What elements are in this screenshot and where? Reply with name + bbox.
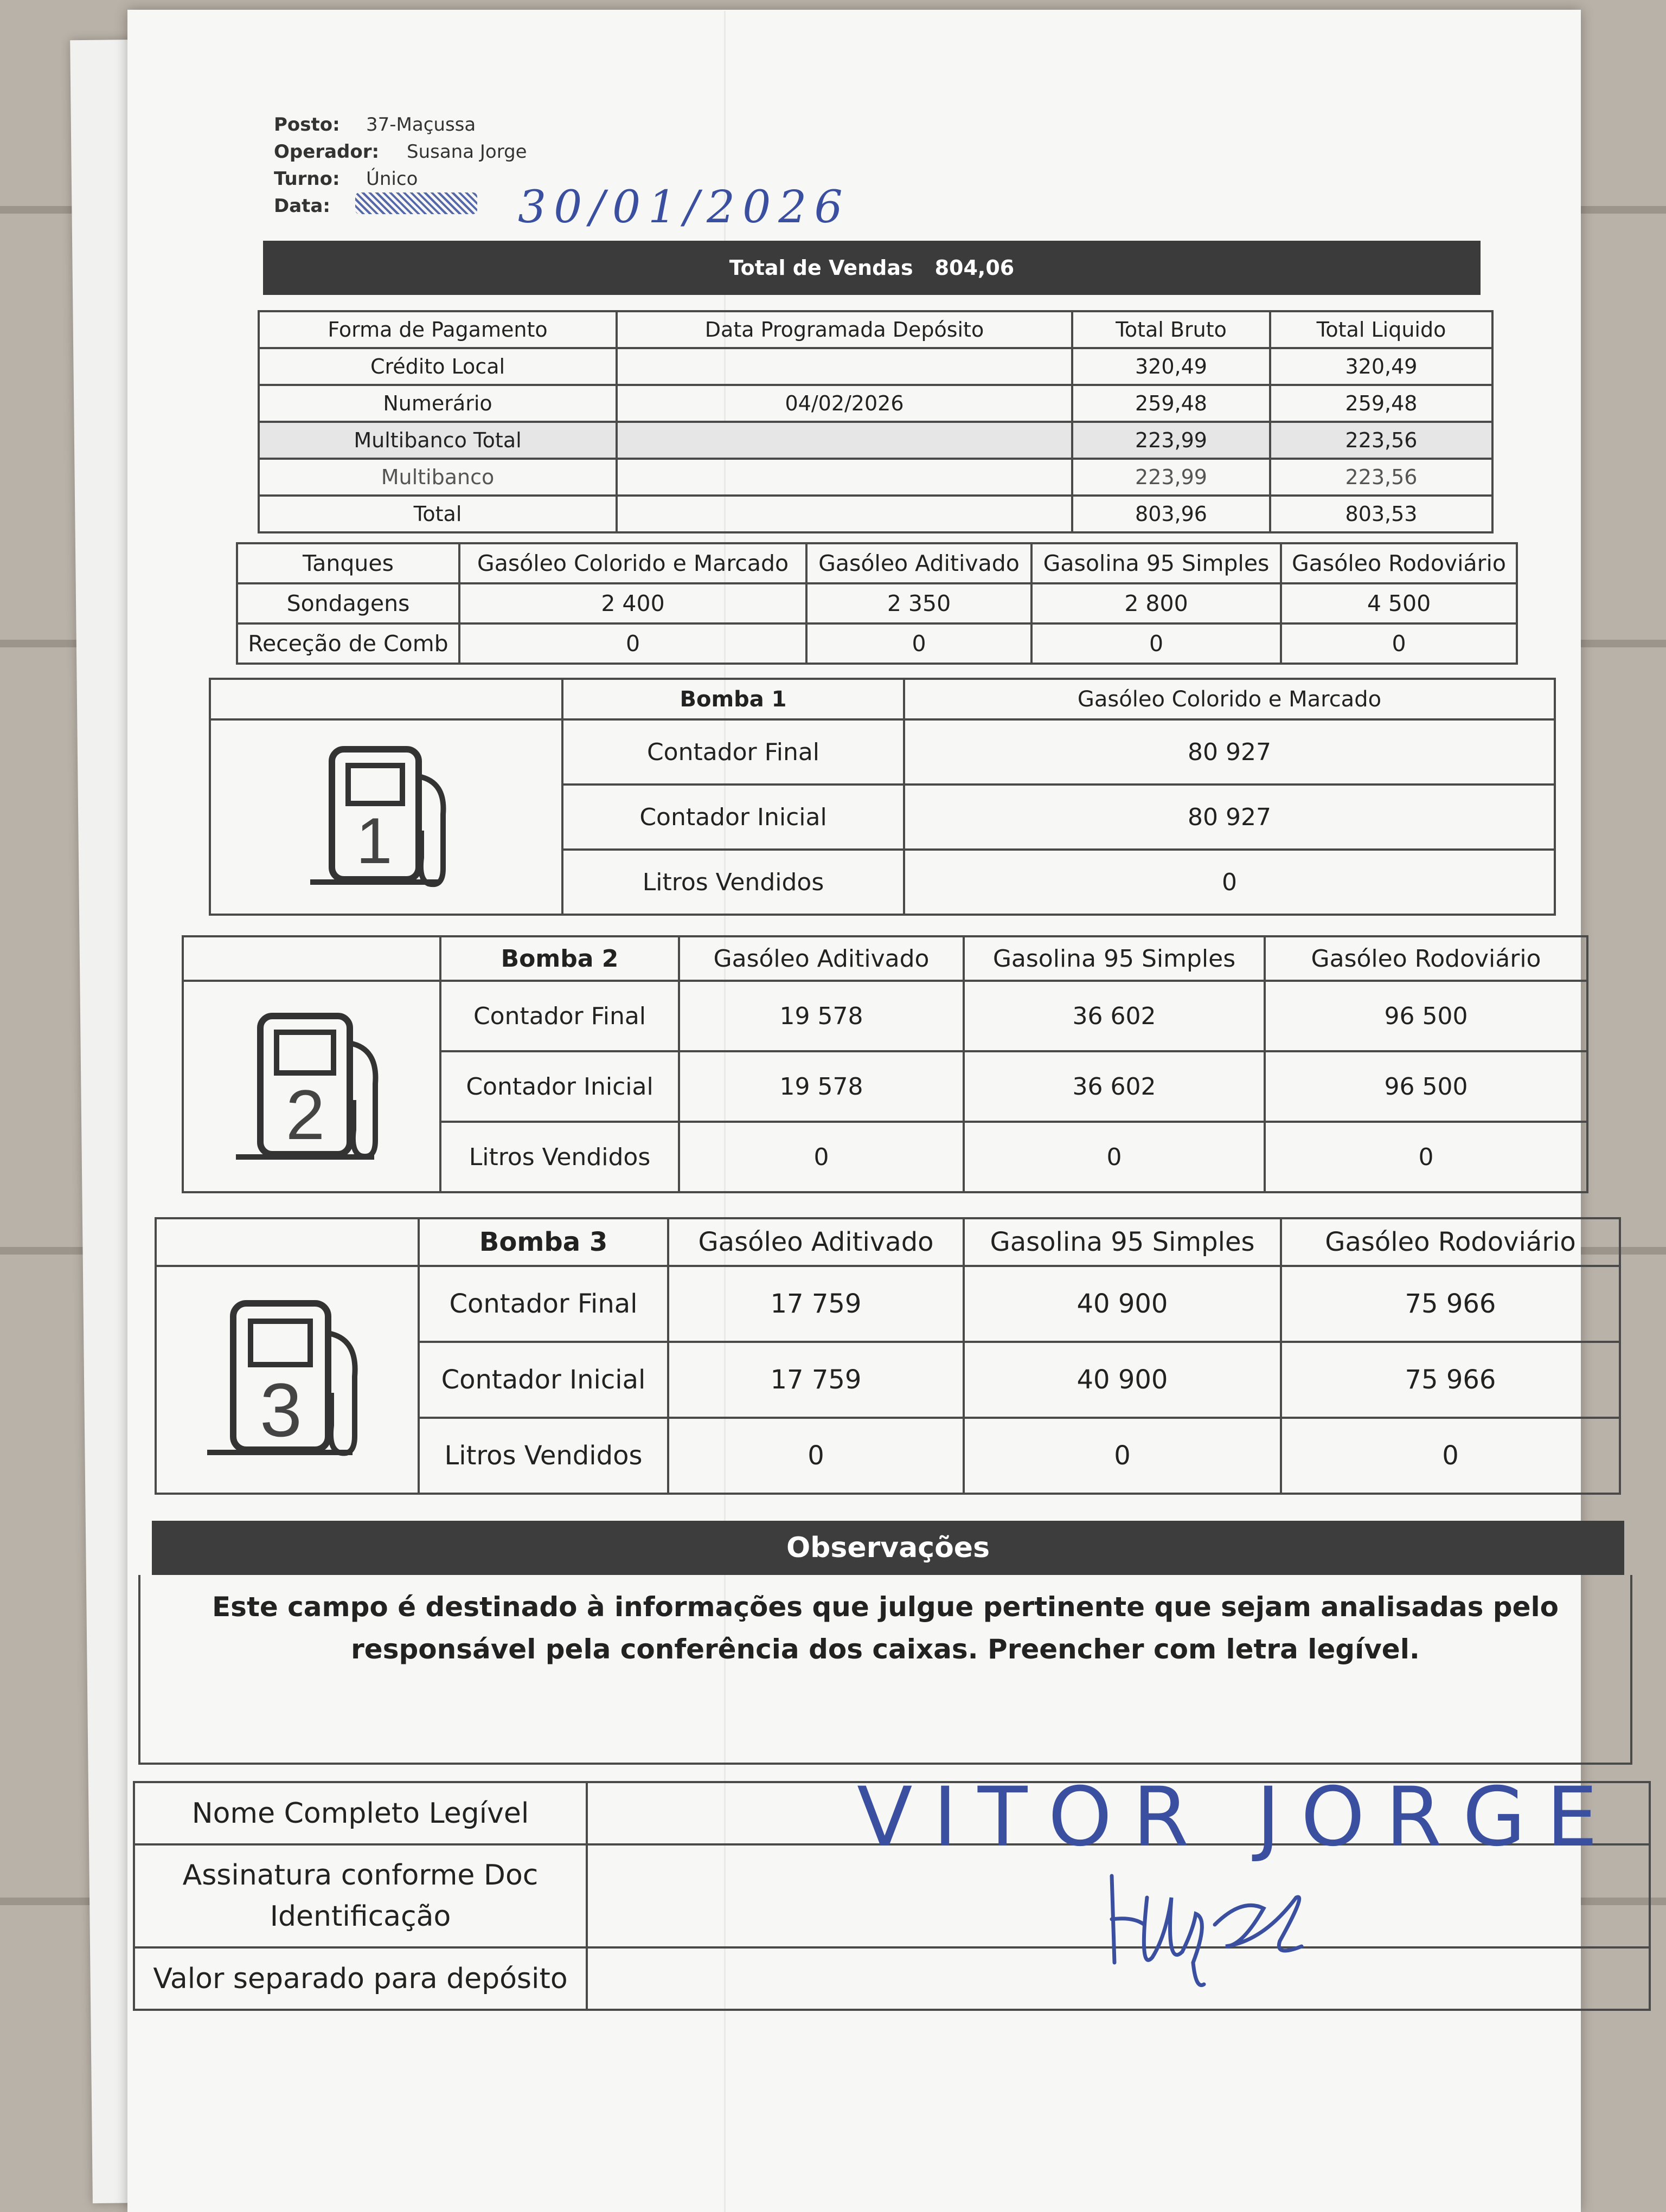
- table-cell: 80 927: [904, 785, 1555, 850]
- header-cell: Forma de Pagamento: [259, 311, 617, 348]
- posto-label: Posto:: [274, 114, 340, 136]
- turno-label: Turno:: [274, 168, 340, 190]
- table-cell: 36 602: [964, 981, 1265, 1051]
- pump-number: 1: [356, 804, 393, 877]
- table-cell: 0: [1281, 1418, 1620, 1494]
- handwritten-name: VITOR JORGE: [857, 1770, 1618, 1864]
- table-cell: 0: [1281, 623, 1517, 664]
- table-cell: 75 966: [1281, 1342, 1620, 1418]
- table-cell: 0: [459, 623, 806, 664]
- header-cell: Gasolina 95 Simples: [1031, 543, 1281, 583]
- table-cell: 17 759: [668, 1342, 964, 1418]
- header-cell: Gasóleo Colorido e Marcado: [904, 679, 1555, 719]
- table-row: [134, 1947, 1650, 2010]
- table-header-row: [210, 679, 1555, 719]
- row-label: Contador Inicial: [562, 785, 904, 850]
- pump-icon-cell: [183, 981, 440, 1192]
- header-cell: Total Bruto: [1072, 311, 1270, 348]
- table-row: [259, 496, 1492, 532]
- table-cell: 0: [806, 623, 1031, 664]
- table-cell: 75 966: [1281, 1266, 1620, 1342]
- header-cell: Gasolina 95 Simples: [964, 936, 1265, 981]
- header-cell: Total Liquido: [1270, 311, 1492, 348]
- table-cell: [617, 348, 1072, 385]
- handwritten-signature: [1101, 1865, 1329, 1995]
- row-label: Contador Final: [419, 1266, 668, 1342]
- fuel-pump-1-icon: [305, 733, 467, 896]
- row-label: Litros Vendidos: [440, 1122, 679, 1192]
- table-cell: 40 900: [964, 1266, 1281, 1342]
- header-cell: Gasóleo Aditivado: [679, 936, 964, 981]
- table-cell: 0: [679, 1122, 964, 1192]
- table-cell: 223,99: [1072, 422, 1270, 459]
- table-cell: Total: [259, 496, 617, 532]
- table-cell: 2 800: [1031, 583, 1281, 623]
- bomba-title: Bomba 3: [419, 1218, 668, 1266]
- assinatura-label: [134, 1844, 587, 1947]
- header-cell: Gasóleo Colorido e Marcado: [459, 543, 806, 583]
- table-cell: 223,99: [1072, 459, 1270, 496]
- table-cell: 04/02/2026: [617, 385, 1072, 422]
- table-cell: 36 602: [964, 1051, 1265, 1122]
- table-cell: 803,96: [1072, 496, 1270, 532]
- handwritten-date: 30/01/2026: [518, 182, 850, 233]
- nome-label: Nome Completo Legível: [134, 1782, 587, 1844]
- table-cell: 0: [1031, 623, 1281, 664]
- empty-cell: [210, 679, 562, 719]
- assinatura-label-line-2: Identificação: [270, 1900, 451, 1933]
- pump-number: 3: [259, 1367, 302, 1452]
- header-cell: Gasolina 95 Simples: [964, 1218, 1281, 1266]
- table-cell: 320,49: [1270, 348, 1492, 385]
- table-cell: 80 927: [904, 719, 1555, 785]
- operador-value: Susana Jorge: [407, 141, 527, 163]
- table-cell: 19 578: [679, 1051, 964, 1122]
- table-cell: 0: [1265, 1122, 1587, 1192]
- row-label: Contador Final: [440, 981, 679, 1051]
- fuel-pump-2-icon: [230, 997, 393, 1171]
- bomba-2-table: [182, 935, 1588, 1193]
- row-label: Contador Inicial: [440, 1051, 679, 1122]
- header-cell: Tanques: [237, 543, 459, 583]
- table-cell: 320,49: [1072, 348, 1270, 385]
- table-cell: Multibanco: [259, 459, 617, 496]
- table-row: [259, 385, 1492, 422]
- table-row: [237, 623, 1517, 664]
- table-cell: 40 900: [964, 1342, 1281, 1418]
- payments-table: [258, 310, 1494, 533]
- table-row: [237, 583, 1517, 623]
- row-label: Contador Inicial: [419, 1342, 668, 1418]
- table-cell: [617, 422, 1072, 459]
- table-row: [156, 1266, 1620, 1342]
- table-cell: 2 350: [806, 583, 1031, 623]
- scribbled-out-date: [355, 192, 477, 214]
- table-cell: 96 500: [1265, 981, 1587, 1051]
- data-label: Data:: [274, 195, 330, 217]
- table-cell: 2 400: [459, 583, 806, 623]
- posto-value: 37-Maçussa: [366, 114, 476, 136]
- bomba-title: Bomba 2: [440, 936, 679, 981]
- table-cell: 803,53: [1270, 496, 1492, 532]
- table-cell: 0: [904, 850, 1555, 915]
- table-cell: Sondagens: [237, 583, 459, 623]
- table-cell: Numerário: [259, 385, 617, 422]
- valor-label: Valor separado para depósito: [134, 1947, 587, 2010]
- table-cell: 0: [964, 1418, 1281, 1494]
- bomba-3-table: [155, 1217, 1621, 1495]
- bomba-title: Bomba 1: [562, 679, 904, 719]
- table-row: [259, 422, 1492, 459]
- header-cell: Data Programada Depósito: [617, 311, 1072, 348]
- header-cell: Gasóleo Aditivado: [806, 543, 1031, 583]
- row-label: Litros Vendidos: [562, 850, 904, 915]
- observacoes-text[interactable]: Este campo é destinado à informações que julgue pertinente que sejam analisadas pelo responsável pela conferência dos caixas. Preencher com letra legível.: [138, 1575, 1632, 1765]
- pump-number: 2: [285, 1075, 325, 1154]
- turno-value: Único: [366, 168, 418, 190]
- tanks-table: [236, 542, 1518, 665]
- table-cell: 223,56: [1270, 422, 1492, 459]
- table-cell: 259,48: [1270, 385, 1492, 422]
- table-row: [210, 719, 1555, 785]
- total-vendas-bar: [263, 241, 1481, 295]
- total-vendas-label: Total de Vendas: [729, 256, 913, 280]
- operador-label: Operador:: [274, 141, 380, 163]
- table-cell: Receção de Comb: [237, 623, 459, 664]
- table-cell: 0: [668, 1418, 964, 1494]
- table-cell: [617, 459, 1072, 496]
- table-cell: 0: [964, 1122, 1265, 1192]
- observacoes-title: Observações: [152, 1521, 1624, 1575]
- header-cell: Gasóleo Rodoviário: [1281, 1218, 1620, 1266]
- table-cell: 17 759: [668, 1266, 964, 1342]
- table-cell: Multibanco Total: [259, 422, 617, 459]
- row-label: Contador Final: [562, 719, 904, 785]
- table-cell: [617, 496, 1072, 532]
- table-header-row: [156, 1218, 1620, 1266]
- table-header-row: [237, 543, 1517, 583]
- assinatura-label-line-1: Assinatura conforme Doc: [182, 1859, 539, 1892]
- table-cell: 223,56: [1270, 459, 1492, 496]
- row-label: Litros Vendidos: [419, 1418, 668, 1494]
- header-cell: Gasóleo Rodoviário: [1281, 543, 1517, 583]
- pump-icon-cell: [156, 1266, 419, 1494]
- table-cell: 4 500: [1281, 583, 1517, 623]
- table-header-row: [259, 311, 1492, 348]
- pump-icon-cell: [210, 719, 562, 915]
- table-cell: 96 500: [1265, 1051, 1587, 1122]
- table-cell: 19 578: [679, 981, 964, 1051]
- total-vendas-value: 804,06: [934, 256, 1015, 280]
- table-row: [183, 981, 1587, 1051]
- fuel-pump-3-icon: [201, 1284, 374, 1469]
- bomba-1-table: [209, 678, 1556, 916]
- header-cell: Gasóleo Rodoviário: [1265, 936, 1587, 981]
- table-row: [259, 348, 1492, 385]
- table-header-row: [183, 936, 1587, 981]
- empty-cell: [156, 1218, 419, 1266]
- table-cell: Crédito Local: [259, 348, 617, 385]
- table-cell: 259,48: [1072, 385, 1270, 422]
- table-row: [259, 459, 1492, 496]
- header-cell: Gasóleo Aditivado: [668, 1218, 964, 1266]
- empty-cell: [183, 936, 440, 981]
